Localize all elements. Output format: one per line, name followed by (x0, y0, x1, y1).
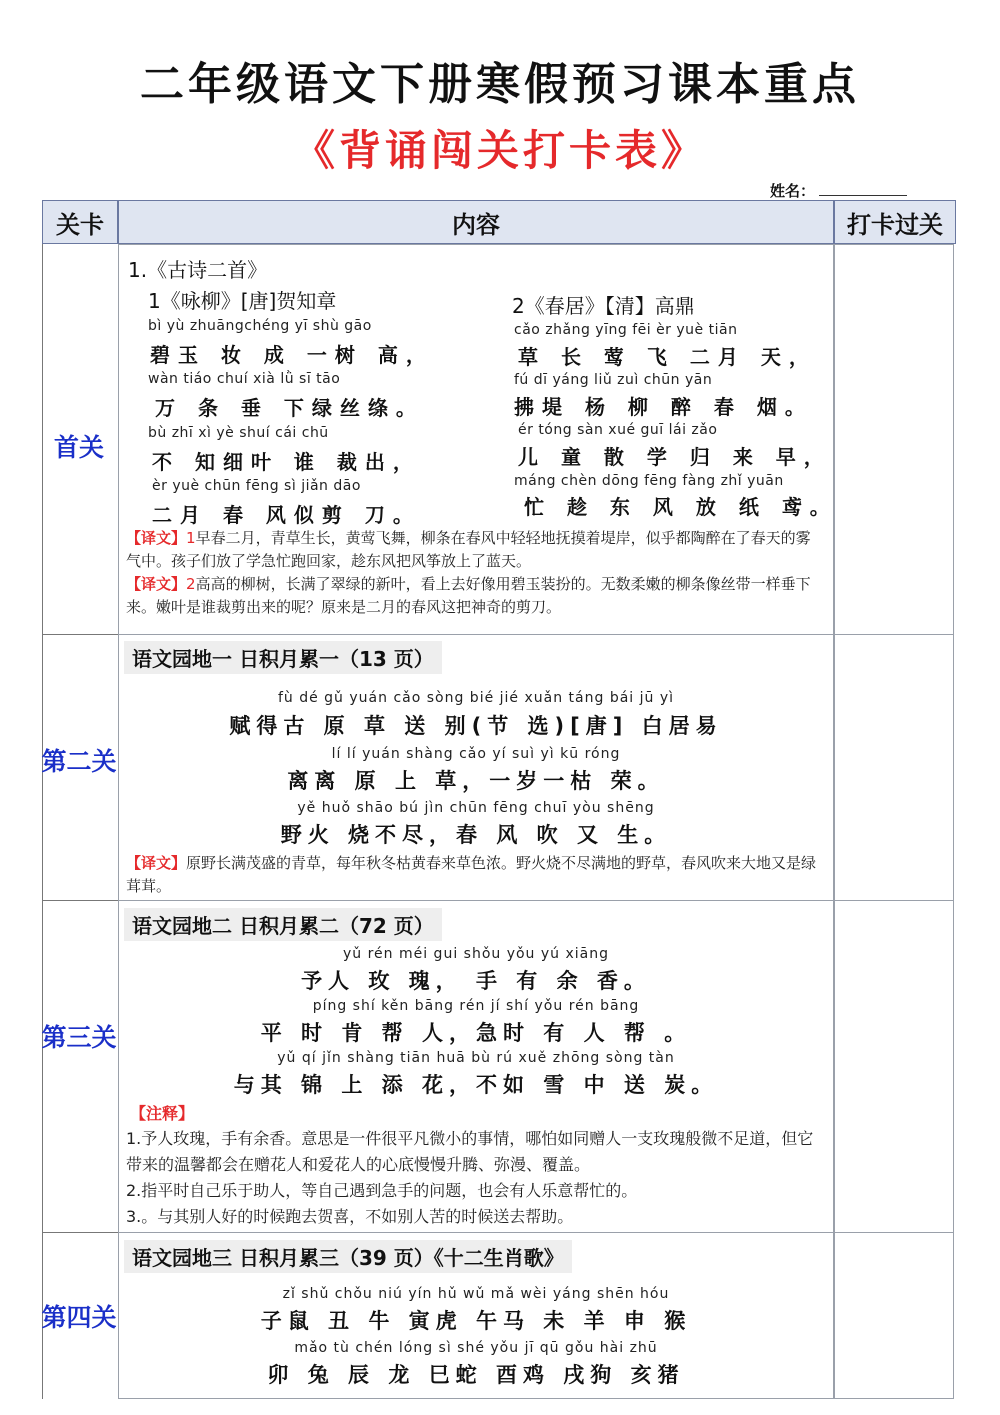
section3-pinyin-2: píng shí kěn bāng rén jí shí yǒu rén bāng (312, 998, 640, 1014)
poem1-line-2: 万 条 垂 下绿丝绦。 (155, 396, 424, 420)
header-content: 内容 (118, 200, 834, 244)
section1-translation-2 (126, 573, 816, 619)
translation-text: 高高的柳树，长满了翠绿的新叶，看上去好像用碧玉装扮的。无数柔嫩的柳条像丝带一样垂下来。嫩叶是谁裁剪出来的呢？原来是二月的春风这把神奇的剪刀。 (126, 575, 811, 616)
poem1-pinyin-4: èr yuè chūn fēng sì jiǎn dāo (152, 478, 361, 494)
section3-line-1: 予人 玫 瑰， 手 有 余 香。 (301, 969, 651, 993)
poem2-line-2: 拂堤 杨 柳 醉 春 烟。 (514, 395, 813, 419)
section3-line-2: 平 时 肯 帮 人，急时 有 人 帮 。 (260, 1021, 692, 1045)
name-blank-line[interactable] (819, 183, 907, 196)
stage-label-4: 第四关 (41, 1303, 117, 1332)
poem2-pinyin-3: ér tóng sàn xué guī lái zǎo (518, 422, 718, 438)
note-item: 2.指平时自己乐于助人，等自己遇到急手的问题，也会有人乐意帮忙的。 (126, 1181, 638, 1200)
poem1-pinyin-1: bì yù zhuāngchéng yī shù gāo (148, 318, 372, 334)
checkin-cell-2[interactable] (834, 634, 954, 901)
translation-label: 【译文】 (126, 575, 187, 593)
section2-translation (126, 852, 826, 898)
translation-label: 【译文】 (126, 854, 187, 872)
translation-number: 2 (186, 575, 196, 593)
section3-heading: 语文园地二 日积月累二（72 页） (124, 908, 442, 941)
poem2-pinyin-4: máng chèn dōng fēng fàng zhǐ yuān (514, 473, 784, 489)
section1-heading: 1.《古诗二首》 (128, 258, 268, 282)
section4-heading: 语文园地三 日积月累三（39 页）《十二生肖歌》 (124, 1240, 572, 1273)
poem2-title: 2《春居》【清】高鼎 (512, 294, 695, 318)
section2-line-3: 野火 烧不尽，春 风 吹 又 生。 (280, 823, 672, 847)
section2-line-2: 离离 原 上 草，一岁一枯 荣。 (287, 769, 665, 793)
poem2-line-4: 忙 趁 东 风 放 纸 鸢。 (524, 495, 838, 519)
section3-pinyin-3: yǔ qí jǐn shàng tiān huā bù rú xuě zhōng sòng tàn (277, 1050, 675, 1066)
poem2-line-3: 儿 童 散 学 归 来 早， (518, 445, 832, 469)
translation-text: 早春二月，青草生长，黄莺飞舞，柳条在春风中轻轻地抚摸着堤岸，似乎都陶醉在了春天的雾气中。孩子们放了学急忙跑回家，趁东风把风筝放上了蓝天。 (126, 529, 811, 570)
section2-heading: 语文园地一 日积月累一（13 页） (124, 641, 442, 674)
translation-text: 原野长满茂盛的青草，每年秋冬枯黄春来草色浓。野火烧不尽满地的野草，春风吹来大地又是绿茸茸。 (126, 854, 817, 895)
checkin-cell-1[interactable] (834, 244, 954, 635)
poem1-pinyin-2: wàn tiáo chuí xià lǜ sī tāo (148, 371, 341, 387)
stage-label-1: 首关 (53, 433, 104, 462)
section3-note-label: 【注释】 (130, 1104, 195, 1123)
section4-line-1: 子鼠 丑 牛 寅虎 午马 未 羊 申 猴 (260, 1309, 692, 1333)
section4-pinyin-1: zǐ shǔ chǒu niú yín hǔ wǔ mǎ wèi yáng shēn hóu (282, 1286, 670, 1302)
section2-pinyin-2: lí lí yuán shàng cǎo yí suì yì kū róng (331, 746, 621, 762)
poem1-line-1: 碧玉 妆 成 一树 高， (150, 343, 434, 367)
poem1-pinyin-3: bù zhī xì yè shuí cái chū (148, 425, 329, 441)
header-stage: 关卡 (42, 200, 118, 244)
translation-label: 【译文】 (126, 529, 187, 547)
section2-line-1: 赋得古 原 草 送 别(节 选)[唐] 白居易 (229, 714, 723, 738)
section4-line-2: 卯 兔 辰 龙 巳蛇 酉鸡 戌狗 亥猪 (267, 1363, 685, 1387)
note-item: 1.予人玫瑰，手有余香。意思是一件很平凡微小的事情，哪怕如同赠人一支玫瑰般微不足道，但它带来的温馨都会在赠花人和爱花人的心底慢慢升腾、弥漫、覆盖。 (126, 1129, 814, 1174)
poem1-line-3: 不 知细叶 谁 裁出， (152, 450, 421, 474)
stage-label-2: 第二关 (41, 747, 117, 776)
header-checkin: 打卡过关 (834, 200, 956, 244)
page-title: 二年级语文下册寒假预习课本重点 (140, 59, 860, 110)
note-item: 3.。与其别人好的时候跑去贺喜，不如别人苦的时候送去帮助。 (126, 1207, 574, 1226)
poem2-pinyin-1: cǎo zhǎng yīng fēi èr yuè tiān (514, 322, 738, 338)
translation-number: 1 (186, 529, 196, 547)
section3-line-3: 与其 锦 上 添 花，不如 雪 中 送 炭。 (233, 1073, 719, 1097)
name-field[interactable] (770, 180, 907, 201)
name-label: 姓名： (770, 182, 816, 200)
stage-label-3: 第三关 (41, 1023, 117, 1052)
section3-pinyin-1: yǔ rén méi gui shǒu yǒu yú xiāng (342, 946, 610, 962)
checkin-cell-3[interactable] (834, 900, 954, 1233)
poem2-pinyin-2: fú dī yáng liǔ zuì chūn yān (514, 372, 713, 388)
section3-notes (126, 1126, 828, 1230)
section2-pinyin-1: fù dé gǔ yuán cǎo sòng bié jié xuǎn táng bái jū yì (277, 690, 675, 706)
section4-pinyin-2: mǎo tù chén lóng sì shé yǒu jī qū gǒu hài zhū (294, 1340, 658, 1356)
page-subtitle: 《背诵闯关打卡表》 (292, 126, 707, 175)
poem1-title: 1《咏柳》[唐]贺知章 (148, 289, 337, 313)
poem2-line-1: 草 长 莺 飞 二月 天， (518, 345, 817, 369)
section2-pinyin-3: yě huǒ shāo bú jìn chūn fēng chuī yòu shēng (297, 800, 655, 816)
checkin-cell-4[interactable] (834, 1232, 954, 1399)
section1-translation-1 (126, 527, 816, 573)
poem1-line-4: 二月 春 风似剪 刀。 (152, 503, 421, 527)
grid-line (42, 244, 43, 1399)
